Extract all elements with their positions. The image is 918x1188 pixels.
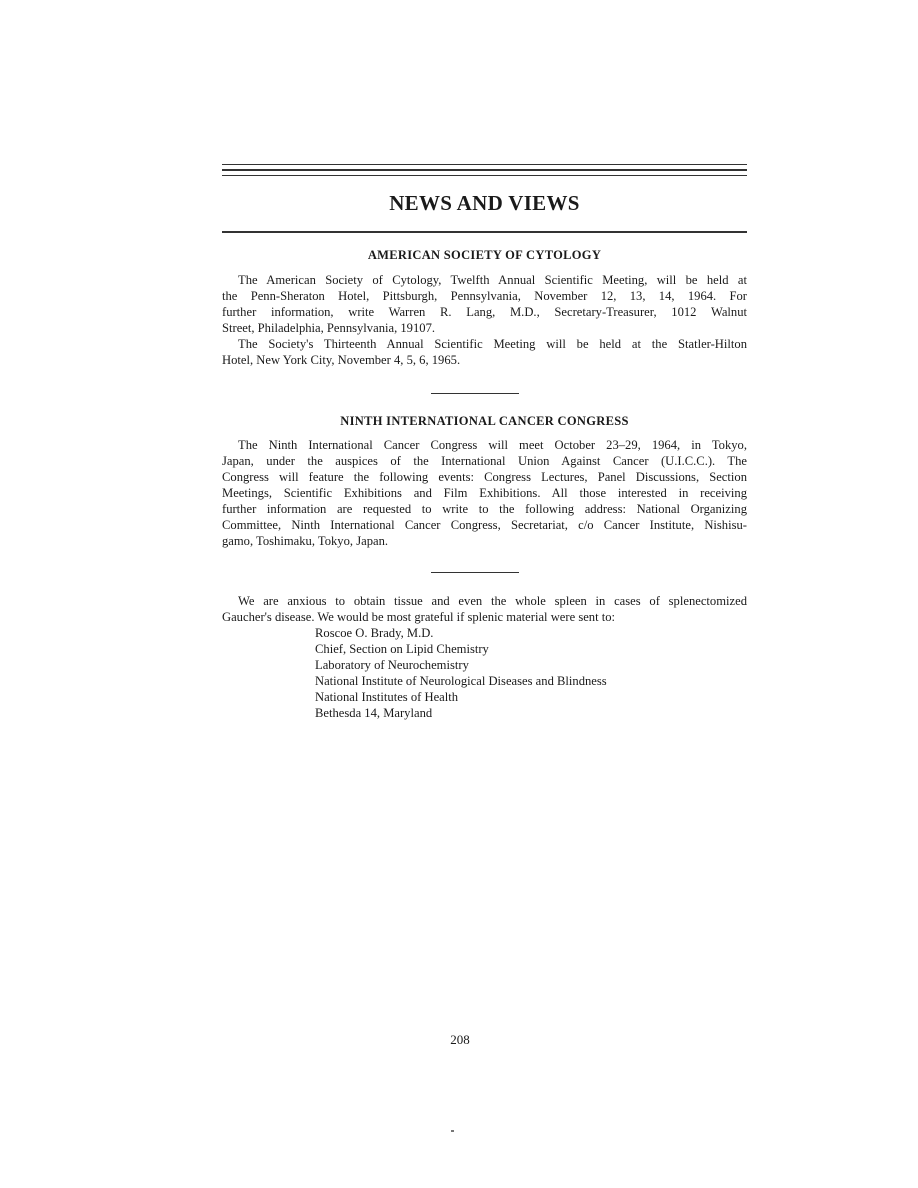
address-line: National Institute of Neurological Diseases and Blindness [315, 674, 607, 688]
text-line: the Penn-Sheraton Hotel, Pittsburgh, Pennsylvania, November 12, 13, 14, 1964. For [222, 289, 747, 303]
text-line: The Ninth International Cancer Congress will meet October 23–29, 1964, in Tokyo, [238, 438, 747, 452]
section-divider [431, 393, 519, 394]
text-line: Meetings, Scientific Exhibitions and Film Exhibitions. All those interested in receiving [222, 486, 747, 500]
scan-speck [451, 1130, 454, 1132]
text-line: further information are requested to write to the following address: National Organizing [222, 502, 747, 516]
text-line: We are anxious to obtain tissue and even the whole spleen in cases of splenectomized [238, 594, 747, 608]
text-line: Street, Philadelphia, Pennsylvania, 19107. [222, 321, 436, 335]
page-number: 208 [450, 1032, 470, 1047]
text-line: Japan, under the auspices of the International Union Against Cancer (U.I.C.C.). The [222, 454, 747, 468]
text-line: Congress will feature the following events: Congress Lectures, Panel Discussions, Section [222, 470, 747, 484]
section-heading-cancer-congress: NINTH INTERNATIONAL CANCER CONGRESS [340, 414, 629, 428]
address-line: Chief, Section on Lipid Chemistry [315, 642, 489, 656]
address-line: Roscoe O. Brady, M.D. [315, 626, 434, 640]
cytology-paragraph [222, 272, 747, 368]
text-line: The Society's Thirteenth Annual Scientific Meeting will be held at the Statler-Hilton [238, 337, 747, 351]
gaucher-request-paragraph [222, 593, 747, 625]
address-line: Laboratory of Neurochemistry [315, 658, 469, 672]
text-line: gamo, Toshimaku, Tokyo, Japan. [222, 534, 389, 548]
text-line: The American Society of Cytology, Twelfth Annual Scientific Meeting, will be held at [238, 273, 747, 287]
top-rule-2 [222, 169, 747, 171]
top-rule-1 [222, 164, 747, 165]
title-rule [222, 231, 747, 233]
text-line: further information, write Warren R. Lang, M.D., Secretary-Treasurer, 1012 Walnut [222, 305, 747, 319]
section-heading-cytology: AMERICAN SOCIETY OF CYTOLOGY [367, 248, 602, 262]
page-title: NEWS AND VIEWS [389, 191, 580, 215]
cancer-congress-paragraph [222, 437, 747, 549]
text-line: Hotel, New York City, November 4, 5, 6, 1965. [222, 353, 461, 367]
mailing-address [315, 625, 607, 721]
top-rule-3 [222, 175, 747, 176]
address-line: Bethesda 14, Maryland [315, 706, 433, 720]
address-line: National Institutes of Health [315, 690, 459, 704]
section-divider [431, 572, 519, 573]
text-line: Gaucher's disease. We would be most grateful if splenic material were sent to: [222, 610, 616, 624]
text-line: Committee, Ninth International Cancer Congress, Secretariat, c/o Cancer Institute, Nishisu- [222, 518, 747, 532]
